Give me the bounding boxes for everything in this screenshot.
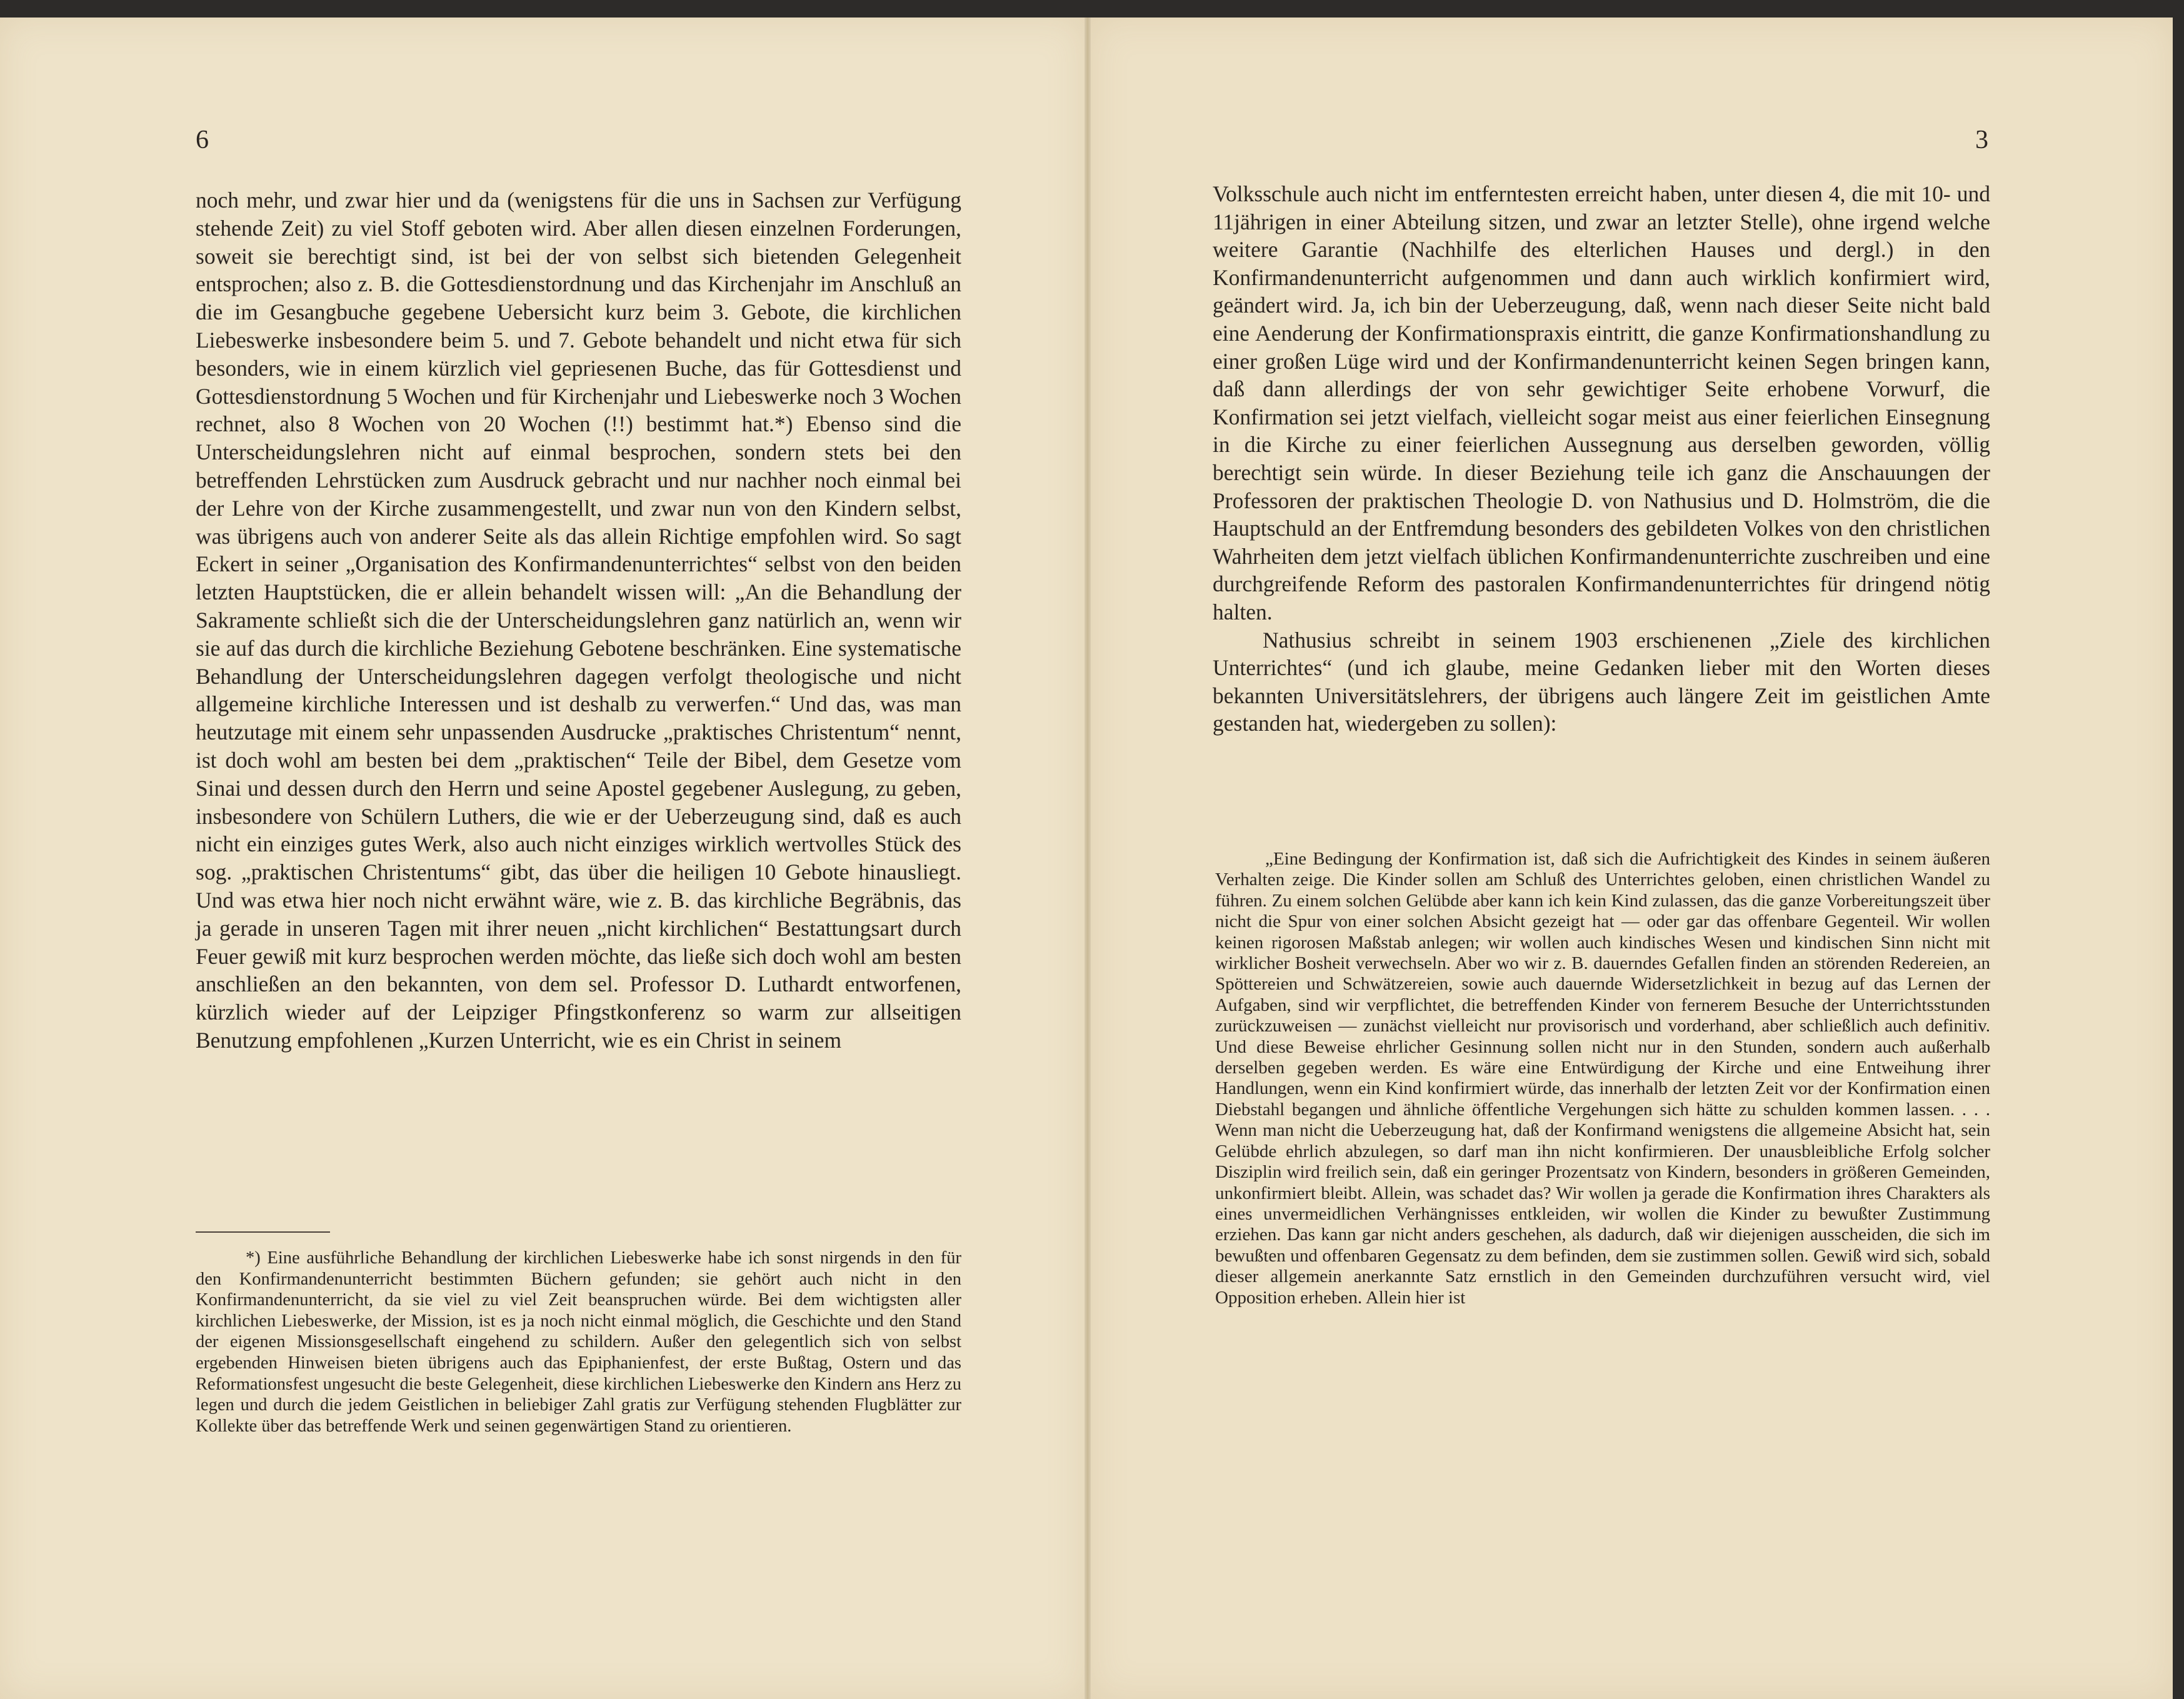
footnote-text: *) Eine ausführliche Behandlung der kirchlichen Liebeswerke habe ich sonst nirgends in den für den Konfirmandenunterricht bestimmten Büchern gefunden; sie gehört auch nicht in den Konfirmandenunterricht, da sie viel zu viel Zeit beanspruchen würde. Bei dem wichtigsten aller kirchlichen Liebeswerke, der Mission, ist es ja noch nicht einmal möglich, die Geschichte und den Stand der eigenen Missionsgesellschaft eingehend zu schildern. Außer den gelegentlich sich von selbst ergebenden Hinweisen bieten übrigens auch das Epiphanienfest, der erste Bußtag, Ostern und das Reformationsfest ungesucht die beste Gelegenheit, diese kirchlichen Liebeswerke den Kindern ans Herz zu legen und durch die jedem Geistlichen in beliebiger Zahl gratis zur Verfügung stehenden Flugblätter zur Kollekte über das betreffende Werk und seinen gegenwärtigen Stand zu orientieren.	[196, 1248, 961, 1436]
footnote-divider	[196, 1231, 330, 1233]
quote-text: „Eine Bedingung der Konfirmation ist, daß sich die Aufrichtigkeit des Kindes in seinem äußeren Verhalten zeige. Die Kinder sollen am Schluß des Unterrichtes geloben, einen christlichen Wandel zu führen. Zu einem solchen Gelübde aber kann ich kein Kind zulassen, das die ganze Vorbereitungszeit über nicht die Spur von einer solchen Absicht gezeigt hat — oder gar das offenbare Gegenteil. Wir wollen keinen rigorosen Maßstab anlegen; wir wollen auch kindisches Wesen und kindischen Sinn nicht mit wirklicher Bosheit verwechseln. Aber wo wir z. B. dauerndes Gefallen finden an störenden Redereien, an Spöttereien und Schwätzereien, sowie auch dauernde Widersetzlichkeit in bezug auf das Lernen der Aufgaben, sind wir verpflichtet, die betreffenden Kinder von fernerem Besuche der Unterrichtsstunden zurückzuweisen — zunächst vielleicht nur provisorisch und vorderhand, aber schließlich auch definitiv. Und diese Beweise ehrlicher Gesinnung sollen nicht nur in den Stunden, sondern auch außerhalb derselben gegeben werden. Es wäre eine Entwürdigung der Kirche und eine Entweihung ihrer Handlungen, wenn ein Kind konfirmiert würde, das innerhalb der letzten Zeit vor der Konfirmation einen Diebstahl begangen und ähnliche öffentliche Vergehungen sich hätte zu schulden kommen lassen. . . . Wenn man nicht die Ueberzeugung hat, daß der Konfirmand wenigstens die allgemeine Absicht hat, sein Gelübde ehrlich abzulegen, so darf man ihn nicht konfirmieren. Der unausbleibliche Erfolg solcher Disziplin wird freilich sein, daß ein geringer Prozentsatz von Kindern, besonders in größeren Gemeinden, unkonfirmiert bleibt. Allein, was schadet das? Wir wollen ja gerade die Konfirmation ihres Charakters als eines unvermeidlichen Verhängnisses entkleiden, wir wollen die Kinder zu bewußter Zustimmung erziehen. Das kann gar nicht anders geschehen, als dadurch, daß wir diejenigen ausscheiden, die sich im bewußten und offenbaren Gegensatz zu dem befinden, dem sie zustimmen sollen. Gewiß wird sich, sobald dieser allgemein anerkannte Satz ernstlich in den Gemeinden durchzuführen versucht wird, viel Opposition erheben. Allein hier ist	[1215, 849, 1990, 1308]
page-gutter	[1084, 18, 1091, 1699]
left-page-footnote	[196, 1248, 961, 1436]
right-page-number: 3	[1975, 126, 1988, 154]
scan-edge	[2173, 18, 2184, 1699]
left-page-body	[196, 186, 961, 1055]
left-page-number: 6	[196, 126, 209, 154]
right-page-body	[1213, 180, 1990, 738]
left-body-paragraph: noch mehr, und zwar hier und da (wenigstens für die uns in Sachsen zur Verfügung stehende Zeit) zu viel Stoff geboten wird. Aber allen diesen einzelnen Forderungen, soweit sie berechtigt sind, ist bei der von selbst sich bietenden Gelegenheit entsprochen; also z. B. die Gottesdienstordnung und das Kirchenjahr im Anschluß an die im Gesangbuche gegebene Uebersicht kurz beim 3. Gebote, die kirchlichen Liebeswerke insbesondere beim 5. und 7. Gebote behandelt und nicht etwa für sich besonders, wie in einem kürzlich viel gepriesenen Buche, das für Gottesdienst und Gottesdienstordnung 5 Wochen und für Kirchenjahr und Liebeswerke noch 3 Wochen rechnet, also 8 Wochen von 20 Wochen (!!) bestimmt hat.*) Ebenso sind die Unterscheidungslehren nicht auf einmal besprochen, sondern stets bei den betreffenden Lehrstücken zum Ausdruck gebracht und nur nachher noch einmal bei der Lehre von der Kirche zusammengestellt, und zwar nun von den Kindern selbst, was übrigens auch von anderer Seite als das allein Richtige empfohlen wird. So sagt Eckert in seiner „Organisation des Konfirmandenunterrichtes“ selbst von den beiden letzten Hauptstücken, die er allein behandelt wissen will: „An die Behandlung der Sakramente schließt sich die der Unterscheidungslehren ganz natürlich an, wenn wir sie auf das durch die kirchliche Beziehung Gebotene beschränken. Eine systematische Behandlung der Unterscheidungslehren dagegen verfolgt theologische und nicht allgemeine kirchliche Interessen und ist deshalb zu verwerfen.“ Und das, was man heutzutage mit einem sehr unpassenden Ausdrucke „praktisches Christentum“ nennt, ist doch wohl am besten bei dem „praktischen“ Teile der Bibel, dem Gesetze vom Sinai und dessen durch den Herrn und seine Apostel gegebener Auslegung, zu geben, insbesondere von Schülern Luthers, die wie er der Ueberzeugung sind, daß es auch nicht ein einziges gutes Werk, also auch nicht einziges wirklich wertvolles Stück des sog. „praktischen Christentums“ gibt, das über die heiligen 10 Gebote hinausliegt. Und was etwa hier noch nicht erwähnt wäre, wie z. B. das kirchliche Begräbnis, das ja gerade in unseren Tagen mit ihrer neuen „nicht kirchlichen“ Bestattungsart durch Feuer gewiß mit kurz besprochen werden möchte, das ließe sich doch wohl am besten anschließen an den bekannten, von dem sel. Professor D. Luthardt entworfenen, kürzlich wieder auf der Leipziger Pfingstkonferenz so warm zur allseitigen Benutzung empfohlenen „Kurzen Unterricht, wie es ein Christ in seinem	[196, 188, 961, 1053]
right-paragraph-2: Nathusius schreibt in seinem 1903 erschienenen „Ziele des kirchlichen Unterrichtes“ (und ich glaube, meine Gedanken lieber mit den Worten dieses bekannten Universitätslehrers, der übrigens auch längere Zeit im geistlichen Amte gestanden hat, wiedergeben zu sollen):	[1213, 627, 1990, 736]
nathusius-quote	[1215, 849, 1990, 1308]
right-paragraph-1: Volksschule auch nicht im entferntesten erreicht haben, unter diesen 4, die mit 10- und 11jährigen in einer Abteilung sitzen, und zwar an letzter Stelle), ohne irgend welche weitere Garantie (Nachhilfe des elterlichen Hauses und dergl.) in den Konfirmandenunterricht aufgenommen und dann auch wirklich konfirmiert wird, geändert wird. Ja, ich bin der Ueberzeugung, daß, wenn nach dieser Seite nicht bald eine Aenderung der Konfirmationspraxis eintritt, die ganze Konfirmationshandlung zu einer großen Lüge wird und der Konfirmandenunterricht keinen Segen bringen kann, daß dann allerdings der von sehr gewichtiger Seite erhobene Vorwurf, die Konfirmation sei jetzt vielfach, vielleicht sogar meist aus einer feierlichen Einsegnung in die Kirche zu einer feierlichen Aussegnung aus derselben geworden, völlig berechtigt sein würde. In dieser Beziehung teile ich ganz die Anschauungen der Professoren der praktischen Theologie D. von Nathusius und D. Holmström, die die Hauptschuld an der Entfremdung besonders des gebildeten Volkes von den christlichen Wahrheiten dem jetzt vielfach üblichen Konfirmandenunterrichte zuschreiben und eine durchgreifende Reform des pastoralen Konfirmandenunterrichtes für dringend nötig halten.	[1213, 181, 1990, 624]
